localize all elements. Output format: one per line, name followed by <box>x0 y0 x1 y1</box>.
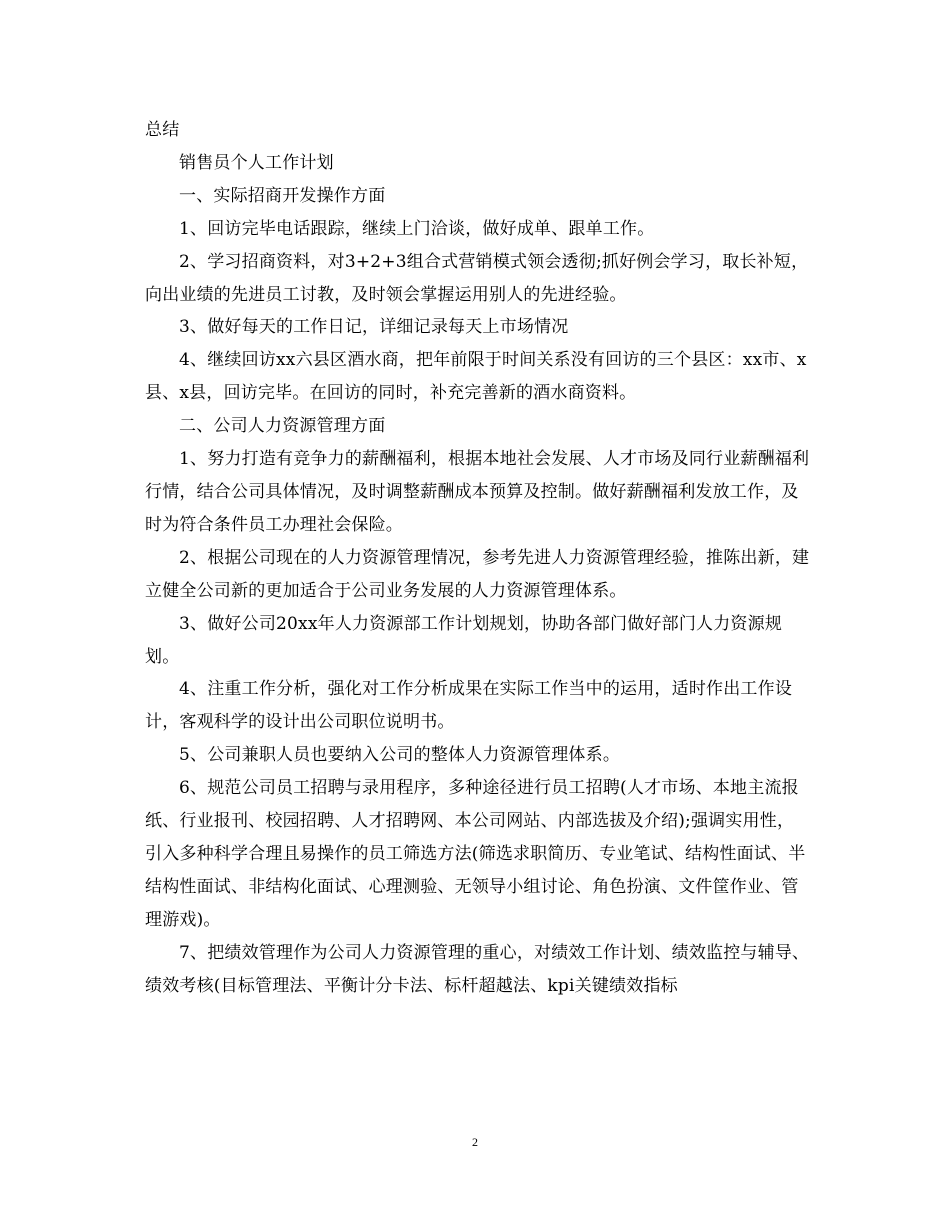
paragraph: 4、注重工作分析，强化对工作分析成果在实际工作当中的运用，适时作出工作设计，客观科学的设计出公司职位说明书。 <box>145 679 793 733</box>
paragraph: 5、公司兼职人员也要纳入公司的整体人力资源管理体系。 <box>179 745 621 766</box>
page-number: 2 <box>472 1135 478 1149</box>
paragraph-title: 销售员个人工作计划 <box>179 152 334 173</box>
paragraph: 2、学习招商资料，对3+2+3组合式营销模式领会透彻;抓好例会学习，取长补短，向出业绩的先进员工讨教，及时领会掌握运用别人的先进经验。 <box>145 251 809 305</box>
paragraph: 1、回访完毕电话跟踪，继续上门洽谈，做好成单、跟单工作。 <box>179 218 655 239</box>
body-text <box>145 114 810 1002</box>
paragraph: 2、根据公司现在的人力资源管理情况，参考先进人力资源管理经验，推陈出新，建立健全公司新的更加适合于公司业务发展的人力资源管理体系。 <box>145 547 810 601</box>
paragraph: 7、把绩效管理作为公司人力资源管理的重心，对绩效工作计划、绩效监控与辅导、绩效考核(目标管理法、平衡计分卡法、标杆超越法、kpi关键绩效指标 <box>145 942 810 996</box>
paragraph-summary: 总结 <box>145 120 180 140</box>
paragraph: 3、做好每天的工作日记，详细记录每天上市场情况 <box>179 317 569 338</box>
paragraph: 3、做好公司20xx年人力资源部工作计划规划，协助各部门做好部门人力资源规划。 <box>145 613 783 667</box>
section-heading-2: 二、公司人力资源管理方面 <box>179 416 386 437</box>
section-heading-1: 一、实际招商开发操作方面 <box>179 185 386 206</box>
paragraph: 1、努力打造有竞争力的薪酬福利，根据本地社会发展、人才市场及同行业薪酬福利行情，结合公司具体情况，及时调整薪酬成本预算及控制。做好薪酬福利发放工作，及时为符合条件员工办理社会保险。 <box>145 449 810 535</box>
paragraph: 6、规范公司员工招聘与录用程序，多种途径进行员工招聘(人才市场、本地主流报纸、行业报刊、校园招聘、人才招聘网、本公司网站、内部选拔及介绍);强调实用性，引入多种科学合理且易操作的员工筛选方法(筛选求职简历、专业笔试、结构性面试、半结构性面试、非结构化面试、心理测验、无领导小组讨论、角色扮演、文件筐作业、管理游戏)。 <box>145 778 806 930</box>
paragraph: 4、继续回访xx六县区酒水商，把年前限于时间关系没有回访的三个县区：xx市、x县、x县，回访完毕。在回访的同时，补充完善新的酒水商资料。 <box>145 350 807 404</box>
